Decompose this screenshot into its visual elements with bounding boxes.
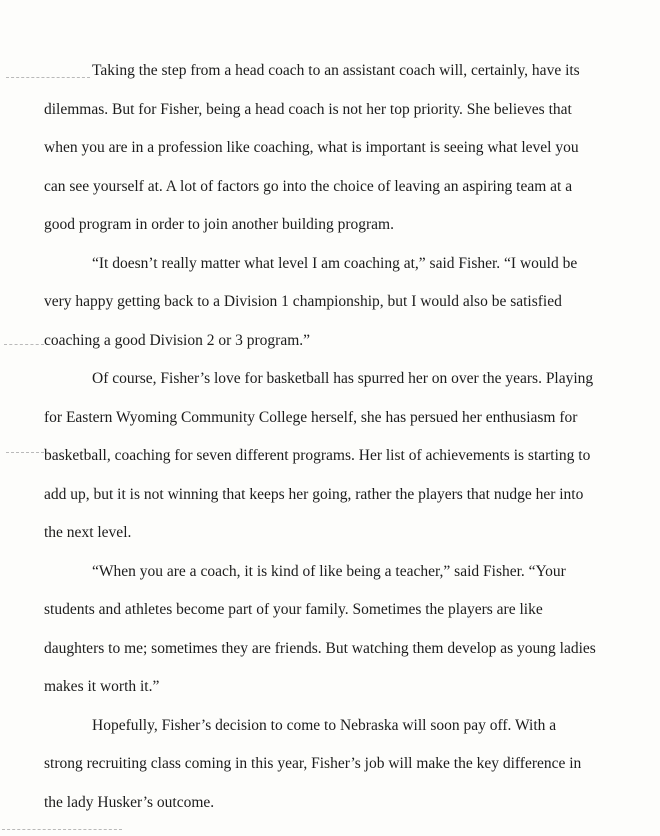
text-line: Hopefully, Fisher’s decision to come to Nebraska will soon pay off. With a [92, 717, 557, 734]
scan-artifact [6, 77, 90, 78]
text-line: very happy getting back to a Division 1 championship, but I would also be satisfied [44, 293, 562, 310]
text-line: “It doesn’t really matter what level I am coaching at,” said Fisher. “I would be [92, 255, 578, 272]
text-line: “When you are a coach, it is kind of like being a teacher,” said Fisher. “Your [92, 563, 566, 580]
scan-artifact [2, 829, 122, 830]
text-line: basketball, coaching for seven different programs. Her list of achievements is starting to [44, 447, 591, 464]
text-line: makes it worth it.” [44, 678, 160, 695]
text-line: students and athletes become part of your family. Sometimes the players are like [44, 601, 543, 618]
text-line: add up, but it is not winning that keeps her going, rather the players that nudge her into [44, 486, 584, 503]
text-line: daughters to me; sometimes they are friends. But watching them develop as young ladies [44, 640, 596, 657]
text-line: the lady Husker’s outcome. [44, 794, 215, 811]
text-line: dilemmas. But for Fisher, being a head coach is not her top priority. She believes that [44, 101, 572, 118]
text-line: for Eastern Wyoming Community College herself, she has persued her enthusiasm for [44, 409, 578, 426]
text-line: the next level. [44, 524, 132, 541]
text-line: Taking the step from a head coach to an assistant coach will, certainly, have its [92, 62, 580, 79]
text-line: good program in order to join another building program. [44, 216, 394, 233]
text-line: can see yourself at. A lot of factors go into the choice of leaving an aspiring team at a [44, 178, 573, 195]
text-line: strong recruiting class coming in this year, Fisher’s job will make the key difference in [44, 755, 582, 772]
text-line: coaching a good Division 2 or 3 program.” [44, 332, 311, 349]
text-line: Of course, Fisher’s love for basketball has spurred her on over the years. Playing [92, 370, 594, 387]
scan-artifact [6, 452, 44, 453]
scan-artifact [4, 344, 44, 345]
text-line: when you are in a profession like coaching, what is important is seeing what level you [44, 139, 579, 156]
